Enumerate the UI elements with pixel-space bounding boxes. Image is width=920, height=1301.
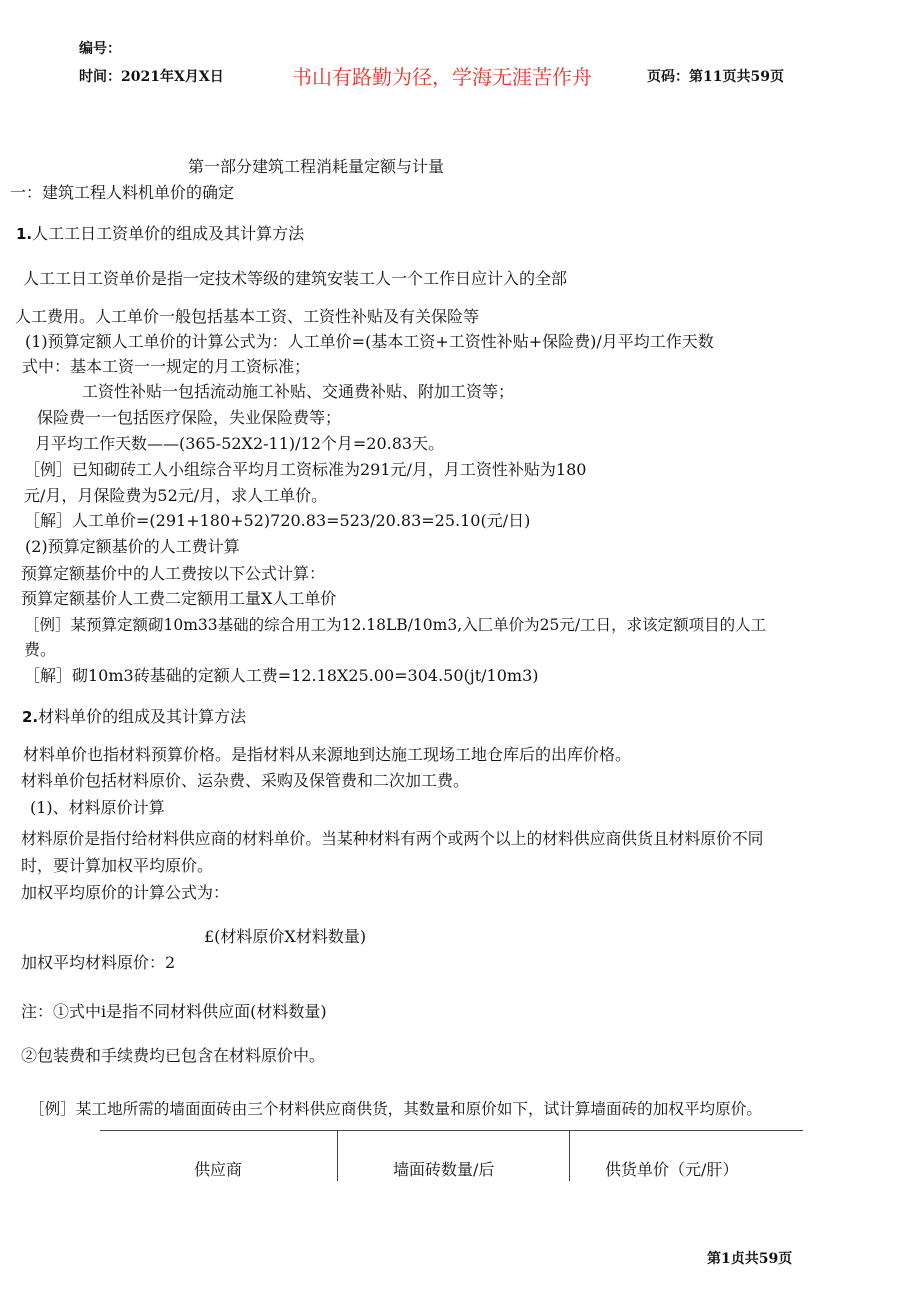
formula-lhs: 加权平均材料原价：2 [21, 953, 176, 972]
heading-2-text: 材料单价的组成及其计算方法 [38, 707, 247, 726]
paragraph: 人工工日工资单价是指一定技术等级的建筑安装工人一个工作日应计入的全部 [23, 269, 568, 288]
paragraph: 费。 [24, 640, 57, 659]
paragraph: 材料单价包括材料原价、运杂费、采购及保管费和二次加工费。 [21, 771, 470, 790]
table-column-divider [569, 1131, 570, 1181]
solution-paragraph: ［解］人工单价=(291+180+52)720.83=523/20.83=25.10(元/日) [24, 511, 531, 530]
part-title: 第一部分建筑工程消耗量定额与计量 [188, 157, 445, 176]
paragraph: 时，要计算加权平均原价。 [21, 856, 214, 875]
formula-numerator: £(材料原价X材料数量) [204, 927, 367, 946]
paragraph: 元/月，月保险费为52元/月，求人工单价。 [24, 486, 328, 505]
heading-2 [22, 706, 246, 728]
page-indicator: 页码：第11页共59页 [647, 69, 784, 85]
paragraph: (2)预算定额基价的人工费计算 [25, 537, 240, 556]
table-header-cell: 供货单价（元/肝） [605, 1160, 739, 1179]
paragraph: 月平均工作天数——(365-52X2-11)/12个月=20.83天。 [35, 434, 445, 453]
motto-slogan: 书山有路勤为径，学海无涯苦作舟 [292, 65, 592, 89]
table-column-divider [337, 1131, 338, 1181]
table-header-cell: 供应商 [194, 1160, 243, 1179]
paragraph: 式中：基本工资一一规定的月工资标准； [22, 357, 311, 376]
paragraph: 材料单价也指材料预算价格。是指材料从来源地到达施工现场工地仓库后的出库价格。 [23, 745, 632, 764]
serial-number-label: 编号： [79, 41, 121, 57]
paragraph: 保险费一一包括医疗保险，失业保险费等； [37, 408, 342, 427]
table-header-cell: 墙面砖数量/后 [393, 1160, 495, 1179]
heading-1-number: 1. [16, 225, 33, 243]
note: ②包装费和手续费均已包含在材料原价中。 [21, 1046, 326, 1065]
section-heading: 一：建筑工程人料机单价的确定 [10, 183, 235, 202]
example-paragraph: ［例］某工地所需的墙面面砖由三个材料供应商供货，其数量和原价如下，试计算墙面砖的加权平均原价。 [29, 1100, 762, 1118]
paragraph: 预算定额基价中的人工费按以下公式计算： [21, 564, 326, 583]
paragraph: 工资性补贴一包括流动施工补贴、交通费补贴、附加工资等； [82, 382, 515, 401]
paragraph: 材料原价是指付给材料供应商的材料单价。当某种材料有两个或两个以上的材料供应商供货且材料原价不同 [21, 829, 764, 848]
example-paragraph: ［例］某预算定额砌10m33基础的综合用工为12.18LB/10m3,入匚单价为25元/工日，求该定额项目的人工 [24, 616, 767, 634]
heading-2-number: 2. [22, 708, 39, 726]
time-label: 时间：2021年X月X日 [79, 69, 224, 85]
paragraph: 人工费用。人工单价一般包括基本工资、工资性补贴及有关保险等 [15, 307, 480, 326]
paragraph: (1)、材料原价计算 [30, 798, 165, 817]
note: 注：①式中i是指不同材料供应面(材料数量) [21, 1002, 327, 1021]
example-paragraph: ［例］已知砌砖工人小组综合平均月工资标准为291元/月，月工资性补贴为180 [24, 460, 587, 479]
paragraph: 预算定额基价人工费二定额用工量X人工单价 [21, 589, 337, 608]
paragraph: (1)预算定额人工单价的计算公式为：人工单价=(基本工资+工资性补贴+保险费)/月平均工作天数 [25, 332, 714, 351]
paragraph: 加权平均原价的计算公式为： [21, 883, 230, 902]
table-top-rule [100, 1130, 803, 1131]
heading-1 [16, 223, 304, 245]
footer-page-number: 第1贞共59页 [707, 1251, 793, 1267]
heading-1-text: 人工工日工资单价的组成及其计算方法 [32, 224, 305, 243]
solution-paragraph: ［解］砌10m3砖基础的定额人工费=12.18X25.00=304.50(jt/10m3) [24, 666, 539, 685]
